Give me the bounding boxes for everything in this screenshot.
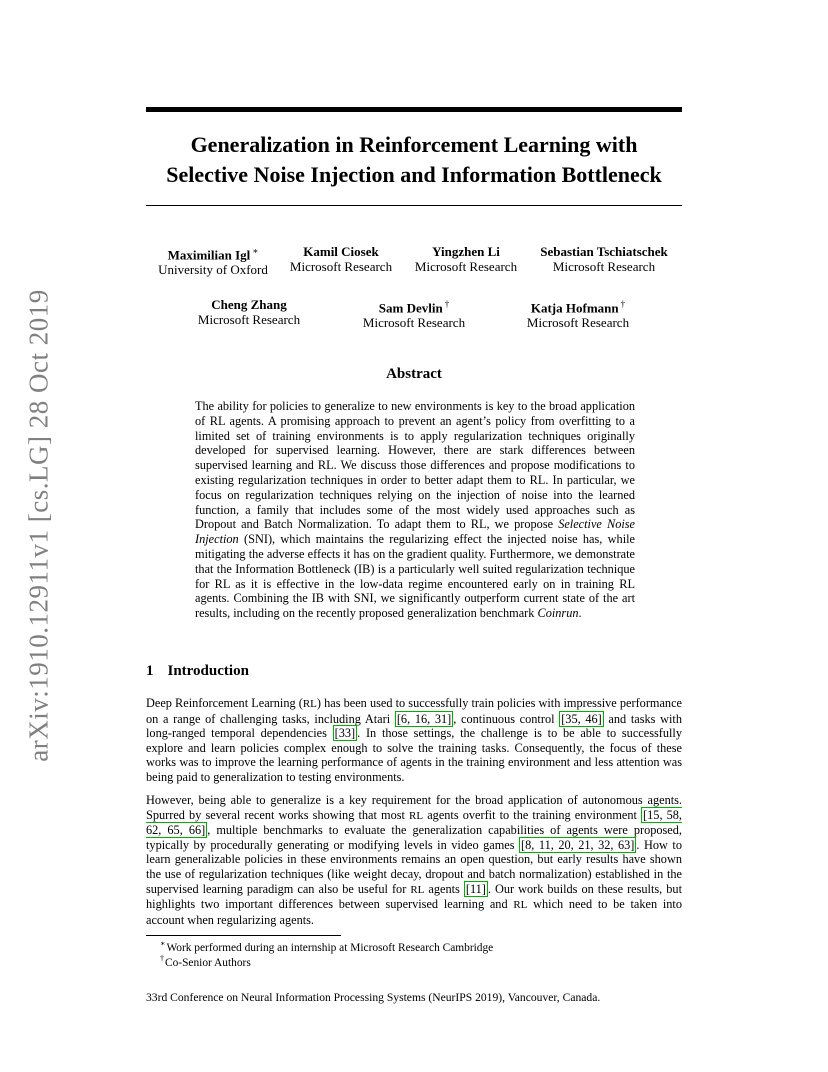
- author-name: Cheng Zhang: [211, 297, 287, 312]
- conference-notice: 33rd Conference on Neural Information Processing Systems (NeurIPS 2019), Vancouver, Canada.: [146, 991, 601, 1004]
- title-line-2: Selective Noise Injection and Information Bottleneck: [166, 162, 662, 187]
- citation-link[interactable]: [15, 58, 62, 65, 66]: [146, 807, 682, 838]
- section-number: 1: [146, 663, 154, 679]
- footnote-mark: ∗: [160, 939, 166, 948]
- citation-link[interactable]: [35, 46]: [561, 711, 602, 726]
- author-affiliation: Microsoft Research: [289, 259, 393, 274]
- author-affiliation: Microsoft Research: [526, 315, 630, 331]
- section-heading-introduction: [146, 663, 249, 680]
- author-affiliation: Microsoft Research: [414, 259, 518, 274]
- citation-link[interactable]: [33]: [334, 726, 356, 741]
- arxiv-identifier-text: arXiv:1910.12911v1 [cs.LG] 28 Oct 2019: [23, 288, 54, 762]
- footnote: [160, 952, 251, 970]
- intro-paragraph: Deep Reinforcement Learning (RL) has been used to successfully train policies with impressive performance on a range of challenging tasks, including Atari [6, 16, 31] , continuous control [35, 46] and tasks with long-ranged temporal dependencies [33] . In those settings, the challenge is to be able to successfully explore and learn policies complex enough to solve the training tasks. Consequently, the focus of these works was to improve the learning performance of agents in the training environment and less attention was being paid to generalization to testing environments.: [146, 696, 683, 784]
- author-footnote-mark: †: [444, 299, 450, 309]
- author-block: [540, 244, 668, 274]
- author-affiliation: University of Oxford: [158, 262, 268, 278]
- author-footnote-mark: †: [620, 299, 626, 309]
- author-name: Maximilian Igl ∗: [167, 246, 259, 263]
- footnote-rule: [146, 935, 341, 936]
- abstract-heading: Abstract: [386, 366, 442, 382]
- citation-link[interactable]: [8, 11, 20, 21, 32, 63]: [521, 837, 635, 852]
- author-block: [363, 297, 465, 330]
- author-name: Sam Devlin †: [378, 299, 450, 316]
- author-name: Katja Hofmann †: [530, 299, 626, 316]
- title-top-rule: [146, 107, 682, 112]
- section-title: Introduction: [167, 663, 249, 679]
- footnote-mark: †: [160, 954, 164, 963]
- author-block: [527, 297, 629, 330]
- method-name-emphasis: Selective Noise Injection: [195, 517, 635, 547]
- author-block: [415, 244, 517, 274]
- author-name: Sebastian Tschiatschek: [540, 244, 668, 259]
- footnote-text: Work performed during an internship at Microsoft Research Cambridge: [166, 941, 494, 954]
- author-affiliation: Microsoft Research: [552, 259, 656, 274]
- intro-paragraph: However, being able to generalize is a key requirement for the broad application of autonomous agents. Spurred by several recent works showing that most RL agents overfit to the training environment [15, 58, 62, 65, 66] , multiple benchmarks to evaluate the generalization capabilities of agents were proposed, typically by procedurally generating or modifying levels in video games [8, 11, 20, 21, 32, 63] . How to learn generalizable policies in these environments remains an open question, but early results have shown the use of regularization techniques (like weight decay, dropout and batch normalization) established in the supervised learning paradigm can also be useful for RL agents [11] . Our work builds on these results, but highlights two important differences between supervised learning and RL which need to be taken into account when regularizing agents.: [146, 793, 683, 927]
- author-name: Yingzhen Li: [432, 244, 500, 259]
- abstract-body: The ability for policies to generalize to new environments is key to the broad application of RL agents. A promising approach to prevent an agent’s policy from overfitting to a limited set of training environments is to apply regularization techniques originally developed for supervised learning. However, there are stark differences between supervised learning and RL. We discuss those differences and propose modifications to existing regularization techniques in order to better adapt them to RL. In particular, we focus on regularization techniques relying on the injection of noise into the learned function, a family that includes some of the most widely used approaches such as Dropout and Batch Normalization. To adapt them to RL, we propose Selective Noise Injection (SNI), which maintains the regularizing effect the injected noise has, while mitigating the adverse effects it has on the gradient quality. Furthermore, we demonstrate that the Information Bottleneck (IB) is a particularly well suited regularization technique for RL as it is effective in the low-data regime encountered early on in training RL agents. Combining the IB with SNI, we significantly outperform current state of the art results, including on the recently proposed generalization benchmark Coinrun.: [195, 399, 635, 621]
- author-name: Kamil Ciosek: [303, 244, 379, 259]
- paper-title: [146, 130, 682, 190]
- author-footnote-mark: ∗: [252, 246, 259, 256]
- title-line-1: Generalization in Reinforcement Learning with: [190, 132, 638, 157]
- author-block: [198, 297, 300, 327]
- footnote-text: Co-Senior Authors: [165, 956, 251, 969]
- author-block: [158, 244, 268, 277]
- benchmark-name-emphasis: Coinrun: [537, 606, 579, 621]
- citation-link[interactable]: [11]: [465, 881, 486, 896]
- author-affiliation: Microsoft Research: [197, 312, 301, 327]
- author-affiliation: Microsoft Research: [362, 315, 466, 331]
- arxiv-identifier-stamp: [24, 290, 54, 760]
- title-bottom-rule: [146, 205, 682, 206]
- citation-link[interactable]: [6, 16, 31]: [396, 711, 452, 726]
- author-block: [290, 244, 392, 274]
